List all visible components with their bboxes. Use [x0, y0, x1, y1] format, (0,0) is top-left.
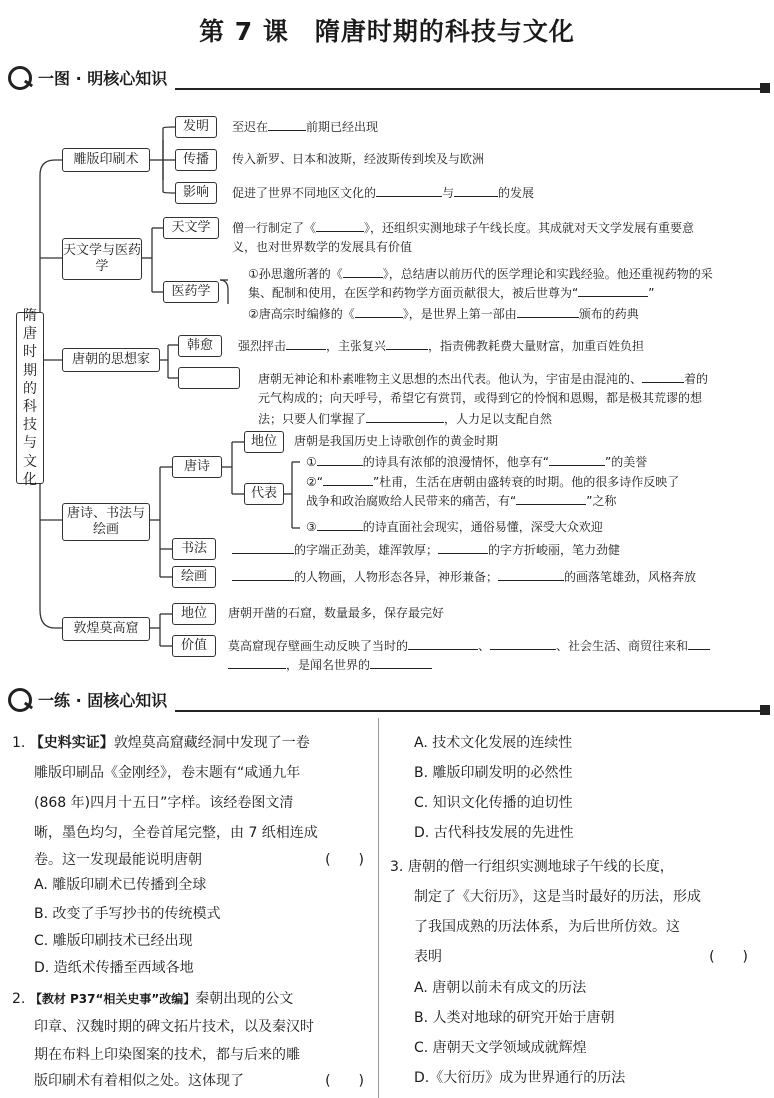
tag-poetry: 唐诗 — [172, 456, 222, 478]
q2-line-1: 2. 【教材 P37“相关史事”改编】秦朝出现的公文 — [12, 991, 294, 1007]
node-science: 天文学与医药学 — [62, 238, 142, 280]
tag-poetry-representatives: 代表 — [244, 483, 284, 505]
node-dunhuang: 敦煌莫高窟 — [62, 617, 150, 641]
q3-line-2: 制定了《大衍历》，这是当时最好的历法，形成 — [414, 889, 701, 905]
tag-spread: 传播 — [175, 149, 217, 171]
text-thinker-1: 唐朝无神论和朴素唯物主义思想的杰出代表。他认为，宇宙是由混沌的、 着的 — [258, 369, 708, 389]
q3-option-a[interactable]: A. 唐朝以前未有成文的历法 — [414, 980, 587, 996]
q1-option-a[interactable]: A. 雕版印刷术已传播到全球 — [34, 877, 207, 893]
tag-poetry-status: 地位 — [244, 431, 284, 453]
q1-line-2: 雕版印刷品《金刚经》，卷末题有“咸通九年 — [34, 765, 301, 781]
section-title: 一图 · 明核心知识 — [38, 69, 168, 88]
text-hanyu: 强烈抨击 ，主张复兴 ，指责佛教耗费大量财富，加重百姓负担 — [238, 336, 644, 356]
tag-medicine: 医药学 — [163, 281, 219, 303]
text-thinker-2: 元气构成的；向天呼号，希望它有赏罚，或得到它的怜悯和恩赐，都是极其荒谬的想 — [258, 391, 703, 405]
tag-influence: 影响 — [175, 182, 217, 204]
q1-option-b[interactable]: B. 改变了手写抄书的传统模式 — [34, 906, 221, 922]
q2-line-3: 期在布料上印染图案的技术，都与后来的雕 — [34, 1047, 300, 1063]
page-title: 第 7 课 隋唐时期的科技与文化 — [199, 17, 575, 46]
q3-line-4: 表明 ( ) — [414, 942, 748, 972]
magnifier-icon — [8, 688, 32, 712]
section-header-practice — [8, 686, 238, 712]
q1-answer-paren[interactable]: ( ) — [325, 852, 364, 868]
q2-option-b[interactable]: B. 雕版印刷发明的必然性 — [414, 765, 573, 781]
q3-option-b[interactable]: B. 人类对地球的研究开始于唐朝 — [414, 1010, 615, 1026]
text-poetry-rep-2: ②“ ”杜甫，生活在唐朝由盛转衰的时期。他的很多诗作反映了 — [306, 472, 679, 492]
tag-dunhuang-status: 地位 — [172, 603, 216, 625]
tag-calligraphy: 书法 — [172, 538, 216, 560]
text-calligraphy: 的字端正劲美，雄浑敦厚； 的字方折峻丽，笔力劲健 — [232, 540, 620, 560]
text-medicine-2: 集、配制和使用，在医学和药物学方面贡献很大，被后世尊为“ ” — [248, 283, 654, 303]
text-poetry-rep-2b: 战争和政治腐败给人民带来的痛苦，有“ ”之称 — [306, 491, 616, 511]
q3-line-1: 3. 唐朝的僧一行组织实测地球子午线的长度， — [390, 859, 674, 875]
tag-painting: 绘画 — [172, 566, 216, 588]
q3-option-c[interactable]: C. 唐朝天文学领域成就辉煌 — [414, 1040, 587, 1056]
q1-line-3: (868 年)四月十五日”字样。该经卷图文清 — [34, 795, 294, 811]
section-rule-end — [760, 705, 770, 715]
q2-option-a[interactable]: A. 技术文化发展的连续性 — [414, 735, 573, 751]
text-invention: 至迟在 前期已经出现 — [232, 117, 378, 137]
column-divider — [378, 718, 379, 1098]
text-astronomy-1: 僧一行制定了《 》，还组织实测地球子午线长度。其成就对天文学发展有重要意 — [232, 218, 694, 238]
text-thinker-3: 法；只要人们掌握了 ，人力足以支配自然 — [258, 409, 552, 429]
root-node: 隋 唐 时 期 的 科 技 与 文 化 — [16, 312, 44, 484]
text-poetry-rep-1: ① 的诗具有浓郁的浪漫情怀，他享有“ ”的美誉 — [306, 452, 647, 472]
q1-option-d[interactable]: D. 造纸术传播至西域各地 — [34, 960, 194, 976]
q2-line-4: 版印刷术有着相似之处。这体现了 ( ) — [34, 1066, 364, 1096]
tag-dunhuang-value: 价值 — [172, 635, 216, 657]
text-poetry-rep-3: ③ 的诗直面社会现实，通俗易懂，深受大众欢迎 — [306, 517, 603, 537]
text-dunhuang-value-1: 莫高窟现存壁画生动反映了当时的 、 、社会生活、商贸往来和 — [228, 636, 710, 656]
text-dunhuang-value-2: ，是闻名世界的 — [228, 655, 432, 675]
blank-thinker-box — [178, 367, 240, 389]
node-thinkers: 唐朝的思想家 — [62, 348, 160, 372]
text-influence: 促进了世界不同地区文化的 与 的发展 — [232, 183, 534, 203]
text-painting: 的人物画，人物形态各异，神形兼备； 的画落笔雄劲，风格奔放 — [232, 567, 696, 587]
text-dunhuang-status: 唐朝开凿的石窟，数量最多，保存最完好 — [228, 606, 445, 620]
q3-answer-paren[interactable]: ( ) — [709, 949, 748, 965]
q2-option-d[interactable]: D. 古代科技发展的先进性 — [414, 825, 574, 841]
section-rule — [175, 710, 760, 712]
q2-answer-paren[interactable]: ( ) — [325, 1073, 364, 1089]
text-spread: 传入新罗、日本和波斯，经波斯传到埃及与欧洲 — [232, 152, 485, 166]
q1-line-5: 卷。这一发现最能说明唐朝 ( ) — [34, 845, 364, 875]
q3-option-d[interactable]: D.《大衍历》成为世界通行的历法 — [414, 1070, 626, 1086]
node-printing: 雕版印刷术 — [62, 148, 150, 172]
q2-line-2: 印章、汉魏时期的碑文拓片技术，以及秦汉时 — [34, 1019, 314, 1035]
text-medicine-3: ②唐高宗时编修的《 》，是世界上第一部由 颁布的药典 — [248, 304, 639, 324]
text-medicine-1: ①孙思邈所著的《 》，总结唐以前历代的医学理论和实践经验。他还重视药物的采 — [248, 264, 713, 284]
q2-option-c[interactable]: C. 知识文化传播的迫切性 — [414, 795, 573, 811]
q3-line-3: 了我国成熟的历法体系，为后世所仿效。这 — [414, 919, 680, 935]
section-title: 一练 · 固核心知识 — [38, 691, 168, 710]
text-astronomy-2: 义，也对世界数学的发展具有价值 — [232, 240, 413, 254]
node-arts: 唐诗、书法与绘画 — [62, 503, 150, 541]
q1-line-4: 晰，墨色均匀，全卷首尾完整，由 7 纸相连成 — [34, 825, 318, 841]
tag-invention: 发明 — [175, 116, 217, 138]
q1-line-1: 1. 【史料实证】敦煌莫高窟藏经洞中发现了一卷 — [12, 735, 310, 751]
q1-option-c[interactable]: C. 雕版印刷技术已经出现 — [34, 933, 193, 949]
tag-hanyu: 韩愈 — [178, 335, 222, 357]
text-poetry-status: 唐朝是我国历史上诗歌创作的黄金时期 — [294, 434, 499, 448]
tag-astronomy: 天文学 — [163, 217, 219, 239]
